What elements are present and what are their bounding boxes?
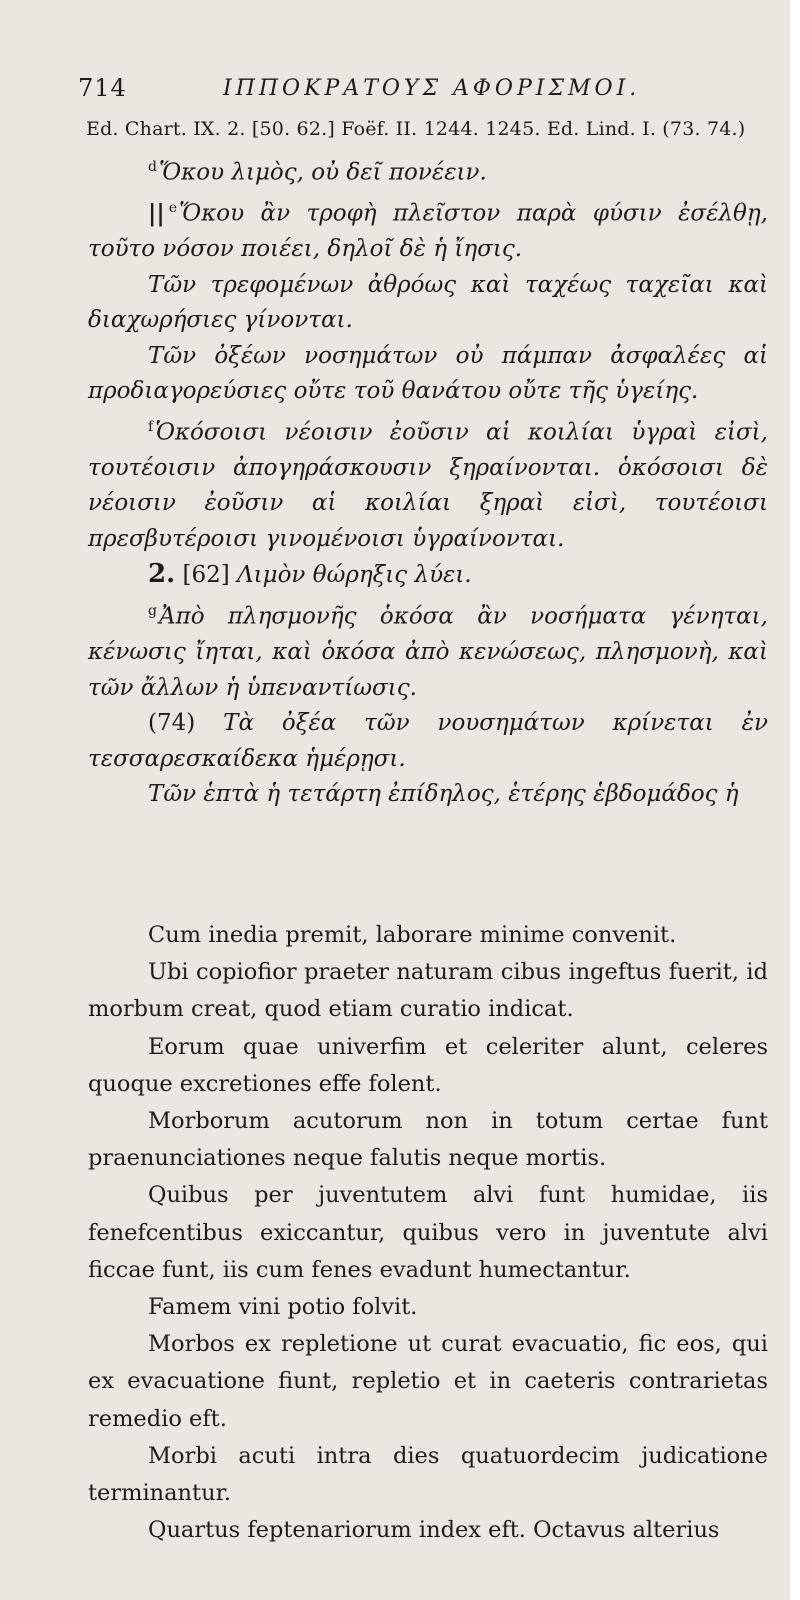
- footnote-marker: f: [148, 418, 154, 435]
- greek-aphorism-9: [88, 777, 768, 813]
- latin-paragraph-5: Quibus per juventutem alvi funt humidae, iis fenefcentibus exiccantur, quibus vero in juventute alvi ficcae funt, iis cum fenes evadunt humectantur.: [88, 1182, 768, 1283]
- page-break-marker: ||: [148, 199, 165, 227]
- greek-aphorism-text: Τῶν ἑπτὰ ἡ τετάρτη ἐπίδηλος, ἑτέρης ἑβδομάδος ἡ: [148, 781, 739, 808]
- latin-paragraph-2: Ubi copiofior praeter naturam cibus ingeftus fuerit, id morbum creat, quod etiam curatio indicat.: [88, 959, 768, 1023]
- latin-paragraph-7: Morbos ex repletione ut curat evacuatio, fic eos, qui ex evacuatione fiunt, repletio et in caeteris contrarietas remedio eft.: [88, 1331, 768, 1432]
- latin-paragraph-1: Cum inedia premit, laborare minime convenit.: [148, 922, 677, 948]
- greek-aphorism-text: Τῶν τρεφομένων ἀθρόως καὶ ταχέως ταχεῖαι καὶ διαχωρήσιες γίνονται.: [88, 271, 768, 334]
- greek-aphorism-text: Ἀπὸ πλησμονῆς ὁκόσα ἂν νοσήματα γένηται, κένωσις ἴηται, καὶ ὁκόσα ἀπὸ κενώσεως, πλησμονὴ, καὶ τῶν ἄλλων ἡ ὑπεναντίωσις.: [88, 603, 768, 701]
- running-head: [78, 74, 758, 110]
- greek-aphorism-1: [88, 150, 768, 191]
- running-title: ΙΠΠΟΚΡΑΤΟΥΣ ΑΦΟΡΙΣΜΟΙ.: [223, 76, 641, 101]
- greek-aphorism-7: [88, 594, 768, 706]
- latin-paragraph-3: Eorum quae univerfim et celeriter alunt, celeres quoque excretiones effe folent.: [88, 1033, 768, 1097]
- aphorism-number: 2.: [148, 559, 176, 590]
- latin-paragraph-8: Morbi acuti intra dies quatuordecim judicatione terminantur.: [88, 1442, 768, 1507]
- footnote-marker: e: [168, 200, 178, 217]
- latin-translation-block: [88, 917, 768, 1549]
- footnote-marker: g: [148, 602, 157, 619]
- greek-aphorism-text: Ὁκόσοισι νέοισιν ἐοῦσιν αἱ κοιλίαι ὑγραὶ εἰσὶ, τουτέοισιν ἀπογηράσκουσιν ξηραίνονται. ὁκόσοισι δὲ νέοισιν ἐοῦσιν αἱ κοιλίαι ξηραὶ εἰσὶ, τουτέοισι πρεσβυτέροισι γινομένοισι ὑγραίνονται.: [88, 419, 768, 552]
- greek-text-block: [88, 150, 768, 813]
- greek-aphorism-4: [88, 339, 768, 410]
- latin-paragraph-4: Morborum acutorum non in totum certae funt praenunciationes neque falutis neque mortis.: [88, 1108, 768, 1172]
- greek-aphorism-8: [88, 706, 768, 777]
- greek-aphorism-text: Τὰ ὀξέα τῶν νουσημάτων κρίνεται ἐν τεσσαρεσκαίδεκα ἡμέρῃσι.: [88, 710, 769, 772]
- greek-aphorism-3: [88, 268, 768, 339]
- latin-paragraph-6: Famem vini potio folvit.: [148, 1294, 418, 1321]
- greek-aphorism-2: [88, 191, 768, 268]
- greek-aphorism-5: [88, 410, 768, 558]
- page-edge: [790, 0, 800, 1600]
- latin-paragraph-9: Quartus feptenariorum index eft. Octavus alterius: [148, 1517, 720, 1544]
- greek-aphorism-text: Ὅκου λιμὸς, οὐ δεῖ πονέειν.: [158, 159, 487, 186]
- edition-reference-line: Ed. Chart. IX. 2. [50. 62.] Foëf. II. 1244. 1245. Ed. Lind. I. (73. 74.): [86, 118, 746, 140]
- footnote-marker: d: [148, 159, 157, 175]
- greek-aphorism-6: [88, 557, 768, 594]
- greek-aphorism-text: Τῶν ὀξέων νοσημάτων οὐ πάμπαν ἀσφαλέες αἱ προδιαγορεύσιες οὔτε τοῦ θανάτου οὔτε τῆς ὑγείης.: [88, 342, 768, 405]
- page-reference: [62]: [182, 562, 230, 589]
- greek-aphorism-text: Λιμὸν θώρηξις λύει.: [237, 562, 472, 589]
- page-reference: (74): [148, 710, 196, 737]
- greek-aphorism-text: Ὅκου ἂν τροφὴ πλεῖστον παρὰ φύσιν ἐσέλθῃ, τοῦτο νόσον ποιέει, δηλοῖ δὲ ἡ ἴησις.: [88, 200, 768, 263]
- page-number: 714: [78, 74, 127, 102]
